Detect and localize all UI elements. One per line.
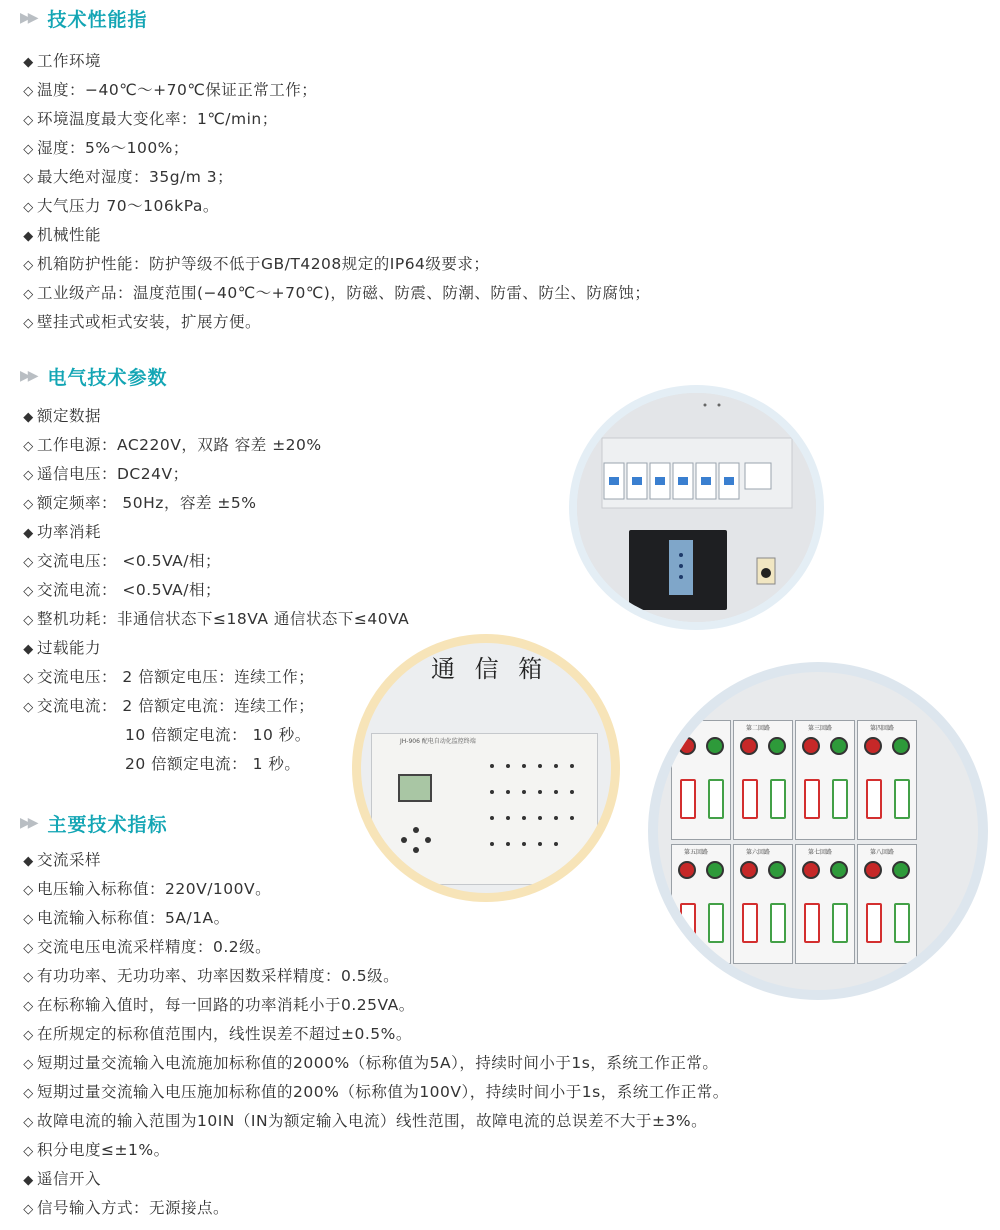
red-switch-handle-icon <box>680 779 696 819</box>
hollow-diamond-icon: ◇ <box>23 970 34 985</box>
device-panel <box>371 733 598 885</box>
spec-item <box>20 1166 101 1192</box>
spec-item <box>20 432 322 458</box>
spec-item-text: 壁挂式或柜式安装，扩展方便。 <box>37 313 262 331</box>
spec-item <box>20 606 409 632</box>
spec-item <box>20 1195 229 1221</box>
spec-item <box>20 164 233 190</box>
section-title: 主要技术指标 <box>47 813 168 836</box>
spec-item-text: 过载能力 <box>37 639 102 657</box>
spec-item <box>20 461 189 487</box>
circuit-label: 第四回路 <box>870 725 895 732</box>
circuit-label: 第八回路 <box>870 849 895 856</box>
circuit-module <box>671 720 731 840</box>
spec-item <box>20 635 101 661</box>
filled-diamond-icon: ◆ <box>23 1173 34 1188</box>
spec-item-text: 大气压力 70～106kPa。 <box>37 197 219 215</box>
hollow-diamond-icon: ◇ <box>23 84 34 99</box>
hollow-diamond-icon: ◇ <box>23 468 34 483</box>
spec-item <box>20 992 415 1018</box>
red-switch-handle-icon <box>742 779 758 819</box>
spec-item-text: 电流输入标称值：5A/1A。 <box>37 909 230 927</box>
photo-switch-panel <box>648 662 988 1000</box>
spec-item <box>20 847 101 873</box>
hollow-diamond-icon: ◇ <box>23 113 34 128</box>
spec-item-text: 遥信电压：DC24V； <box>37 465 189 483</box>
green-switch-handle-icon <box>708 903 724 943</box>
circuit-label: 第五回路 <box>684 849 709 856</box>
spec-item-text: 电压输入标称值：220V/100V。 <box>37 880 272 898</box>
spec-item <box>20 135 189 161</box>
spec-item <box>20 548 221 574</box>
hollow-diamond-icon: ◇ <box>23 439 34 454</box>
spec-item-text: 交流采样 <box>37 851 102 869</box>
spec-item-text: 积分电度≤±1%。 <box>37 1141 170 1159</box>
green-switch-handle-icon <box>832 903 848 943</box>
double-arrow-icon: ▶▶ <box>20 368 36 384</box>
spec-item <box>20 519 101 545</box>
section-header-electrical <box>20 361 168 391</box>
green-switch-handle-icon <box>770 903 786 943</box>
circuit-module <box>795 844 855 964</box>
spec-item-text: 交流电压： <0.5VA/相； <box>37 552 222 570</box>
spec-item-text: 额定数据 <box>37 407 102 425</box>
red-switch-handle-icon <box>804 903 820 943</box>
hollow-diamond-icon: ◇ <box>23 883 34 898</box>
circuit-module <box>795 720 855 840</box>
hollow-diamond-icon: ◇ <box>23 912 34 927</box>
green-indicator-icon <box>830 861 848 879</box>
hollow-diamond-icon: ◇ <box>23 1202 34 1217</box>
spec-item <box>20 280 650 306</box>
green-indicator-icon <box>830 737 848 755</box>
photo-comm-box <box>352 634 620 902</box>
red-indicator-icon <box>678 861 696 879</box>
red-indicator-icon <box>864 737 882 755</box>
filled-diamond-icon: ◆ <box>23 410 34 425</box>
green-indicator-icon <box>706 737 724 755</box>
spec-item <box>20 309 261 335</box>
filled-diamond-icon: ◆ <box>23 854 34 869</box>
spec-item <box>20 1050 718 1076</box>
hollow-diamond-icon: ◇ <box>23 171 34 186</box>
spec-item <box>20 77 317 103</box>
filled-diamond-icon: ◆ <box>23 55 34 70</box>
red-indicator-icon <box>802 861 820 879</box>
circuit-label: 第六回路 <box>746 849 771 856</box>
spec-item <box>20 693 314 719</box>
hollow-diamond-icon: ◇ <box>23 142 34 157</box>
spec-item <box>20 403 101 429</box>
red-indicator-icon <box>740 737 758 755</box>
hollow-diamond-icon: ◇ <box>23 200 34 215</box>
spec-item <box>125 722 311 748</box>
hollow-diamond-icon: ◇ <box>23 613 34 628</box>
spec-item-text: 20 倍额定电流： 1 秒。 <box>125 755 301 773</box>
hollow-diamond-icon: ◇ <box>23 1115 34 1130</box>
circuit-module <box>733 720 793 840</box>
spec-item-text: 10 倍额定电流： 10 秒。 <box>125 726 311 744</box>
hollow-diamond-icon: ◇ <box>23 287 34 302</box>
spec-item <box>20 490 256 516</box>
hollow-diamond-icon: ◇ <box>23 555 34 570</box>
hollow-diamond-icon: ◇ <box>23 497 34 512</box>
hollow-diamond-icon: ◇ <box>23 258 34 273</box>
spec-item <box>20 963 399 989</box>
spec-item-text: 最大绝对湿度：35g/m 3； <box>37 168 234 186</box>
red-indicator-icon <box>740 861 758 879</box>
spec-item <box>20 106 278 132</box>
spec-item-text: 额定频率： 50Hz，容差 ±5% <box>37 494 257 512</box>
green-indicator-icon <box>892 861 910 879</box>
spec-item-text: 功率消耗 <box>37 523 102 541</box>
spec-item-text: 机箱防护性能：防护等级不低于GB/T4208规定的IP64级要求； <box>37 255 490 273</box>
hollow-diamond-icon: ◇ <box>23 584 34 599</box>
green-indicator-icon <box>706 861 724 879</box>
spec-item-text: 工作环境 <box>37 52 102 70</box>
spec-item-text: 在所规定的标称值范围内，线性误差不超过±0.5%。 <box>37 1025 412 1043</box>
spec-item <box>20 876 271 902</box>
green-switch-handle-icon <box>894 903 910 943</box>
spec-item <box>20 48 101 74</box>
device-label: JH-906 配电自动化监控终端 <box>400 738 476 745</box>
spec-item-text: 机械性能 <box>37 226 102 244</box>
breaker-panel-illustration <box>577 393 816 622</box>
spec-item <box>20 664 314 690</box>
spec-item-text: 整机功耗：非通信状态下≤18VA 通信状态下≤40VA <box>37 610 410 628</box>
spec-item <box>20 193 219 219</box>
spec-item <box>20 1137 170 1163</box>
spec-item <box>20 1021 412 1047</box>
spec-item-text: 短期过量交流输入电流施加标称值的2000%（标称值为5A），持续时间小于1s，系统工作正常。 <box>37 1054 719 1072</box>
spec-item-text: 有功功率、无功功率、功率因数采样精度：0.5级。 <box>37 967 400 985</box>
circuit-label: 第二回路 <box>746 725 771 732</box>
spec-item-text: 交流电压电流采样精度：0.2级。 <box>37 938 272 956</box>
circuit-module <box>857 720 917 840</box>
circuit-module <box>671 844 731 964</box>
spec-item-text: 短期过量交流输入电压施加标称值的200%（标称值为100V），持续时间小于1s，系统工作正常。 <box>37 1083 729 1101</box>
spec-item-text: 故障电流的输入范围为10IN（IN为额定输入电流）线性范围，故障电流的总误差不大于±3%。 <box>37 1112 708 1130</box>
hollow-diamond-icon: ◇ <box>23 1057 34 1072</box>
spec-item <box>20 1079 729 1105</box>
spec-item <box>20 934 271 960</box>
section-header-tech-performance <box>20 3 148 33</box>
green-indicator-icon <box>768 737 786 755</box>
green-switch-handle-icon <box>832 779 848 819</box>
hollow-diamond-icon: ◇ <box>23 941 34 956</box>
hollow-diamond-icon: ◇ <box>23 316 34 331</box>
red-indicator-icon <box>802 737 820 755</box>
double-arrow-icon: ▶▶ <box>20 10 36 26</box>
spec-item <box>20 577 221 603</box>
red-switch-handle-icon <box>742 903 758 943</box>
section-title: 电气技术参数 <box>47 366 168 389</box>
spec-item-text: 交流电流： 2 倍额定电流：连续工作； <box>37 697 315 715</box>
circuit-label: 第七回路 <box>808 849 833 856</box>
spec-item <box>20 905 230 931</box>
circuit-module <box>857 844 917 964</box>
spec-item-text: 环境温度最大变化率：1℃/min； <box>37 110 278 128</box>
hollow-diamond-icon: ◇ <box>23 999 34 1014</box>
spec-item-text: 在标称输入值时，每一回路的功率消耗小于0.25VA。 <box>37 996 415 1014</box>
green-switch-handle-icon <box>708 779 724 819</box>
red-switch-handle-icon <box>866 903 882 943</box>
spec-item <box>125 751 300 777</box>
hollow-diamond-icon: ◇ <box>23 700 34 715</box>
spec-item <box>20 1108 707 1134</box>
section-title: 技术性能指 <box>47 8 148 31</box>
spec-item-text: 工业级产品：温度范围(−40℃～+70℃)，防磁、防震、防潮、防雷、防尘、防腐蚀； <box>37 284 651 302</box>
filled-diamond-icon: ◆ <box>23 526 34 541</box>
hollow-diamond-icon: ◇ <box>23 1144 34 1159</box>
indicator-grid <box>372 734 597 884</box>
spec-item <box>20 251 489 277</box>
double-arrow-icon: ▶▶ <box>20 815 36 831</box>
spec-item <box>20 222 101 248</box>
hollow-diamond-icon: ◇ <box>23 1028 34 1043</box>
hollow-diamond-icon: ◇ <box>23 1086 34 1101</box>
red-switch-handle-icon <box>866 779 882 819</box>
red-switch-handle-icon <box>680 903 696 943</box>
spec-item-text: 交流电压： 2 倍额定电压：连续工作； <box>37 668 315 686</box>
spec-item-text: 遥信开入 <box>37 1170 102 1188</box>
circuit-module <box>733 844 793 964</box>
filled-diamond-icon: ◆ <box>23 642 34 657</box>
photo-breaker-panel <box>569 385 824 630</box>
red-indicator-icon <box>678 737 696 755</box>
green-indicator-icon <box>768 861 786 879</box>
red-switch-handle-icon <box>804 779 820 819</box>
section-header-main-tech <box>20 808 168 838</box>
spec-item-text: 温度：−40℃～+70℃保证正常工作； <box>37 81 318 99</box>
comm-box-title: 通 信 箱 <box>431 655 549 683</box>
green-switch-handle-icon <box>894 779 910 819</box>
spec-item-text: 交流电流： <0.5VA/相； <box>37 581 222 599</box>
spec-item-text: 工作电源：AC220V，双路 容差 ±20% <box>37 436 322 454</box>
circuit-label: 第三回路 <box>808 725 833 732</box>
red-indicator-icon <box>864 861 882 879</box>
green-switch-handle-icon <box>770 779 786 819</box>
filled-diamond-icon: ◆ <box>23 229 34 244</box>
spec-item-text: 湿度：5%～100%； <box>37 139 189 157</box>
spec-item-text: 信号输入方式：无源接点。 <box>37 1199 230 1217</box>
hollow-diamond-icon: ◇ <box>23 671 34 686</box>
green-indicator-icon <box>892 737 910 755</box>
